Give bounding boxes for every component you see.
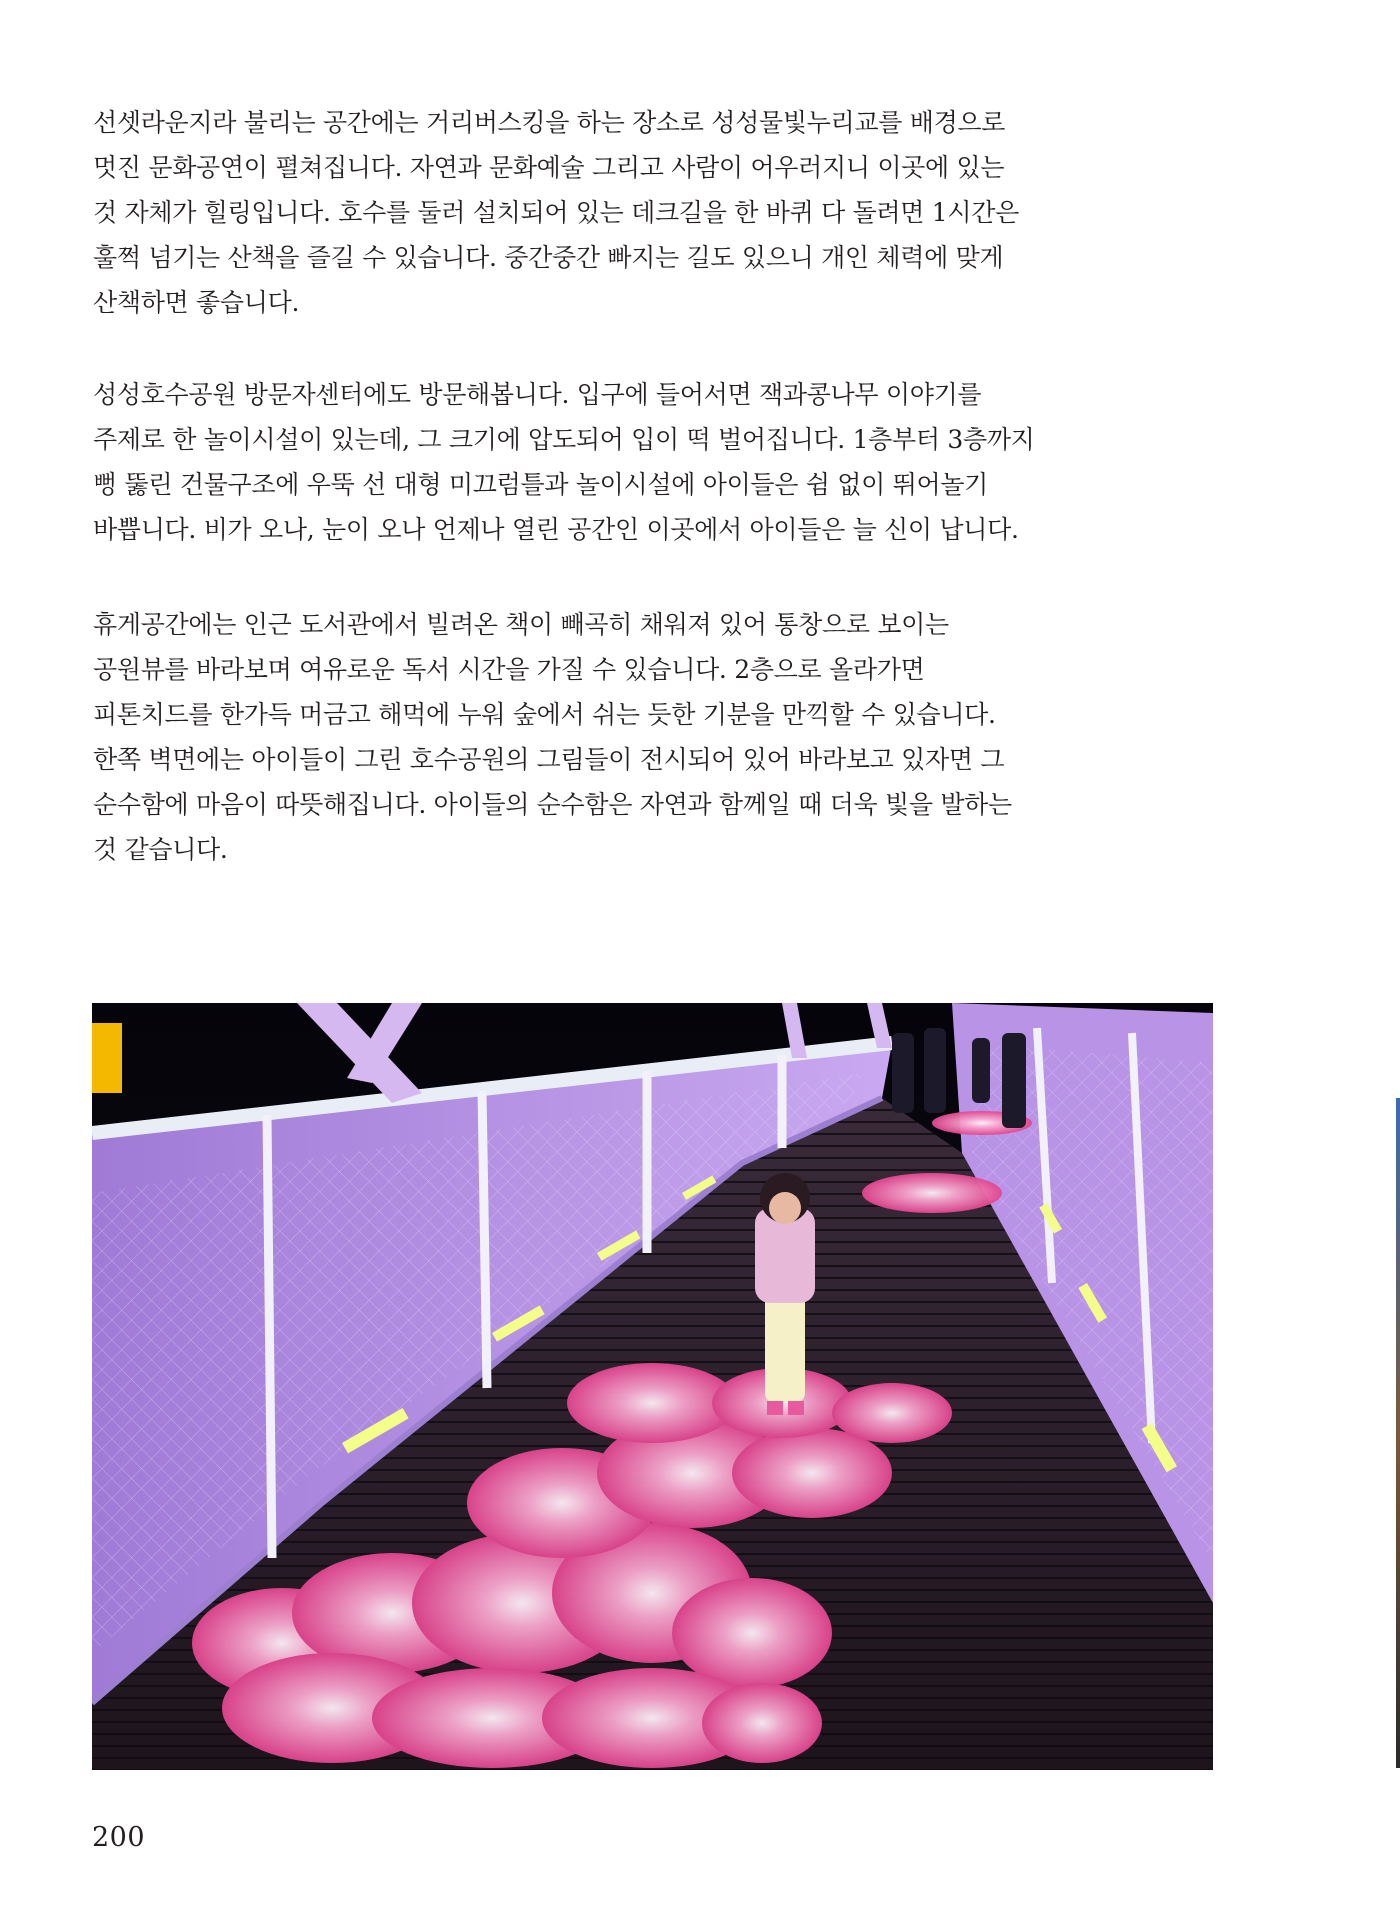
adjacent-page-edge [1396,1098,1400,1768]
text-line: 것 자체가 힐링입니다. 호수를 둘러 설치되어 있는 데크길을 한 바퀴 다 돌려면 1시간은 [93,198,1019,227]
text-line: 훌쩍 넘기는 산책을 즐길 수 있습니다. 중간중간 빠지는 길도 있으니 개인 체력에 맞게 [93,243,1004,272]
text-line: 순수함에 마음이 따뜻해집니다. 아이들의 순수함은 자연과 함께일 때 더욱 빛을 발하는 [93,790,1012,819]
paragraph-1 [93,100,1019,325]
text-line: 한쪽 벽면에는 아이들이 그린 호수공원의 그림들이 전시되어 있어 바라보고 있자면 그 [93,745,1005,774]
text-line: 주제로 한 놀이시설이 있는데, 그 크기에 압도되어 입이 떡 벌어집니다. 1층부터 3층까지 [93,425,1035,454]
text-line: 것 같습니다. [93,835,228,864]
text-line: 멋진 문화공연이 펼쳐집니다. 자연과 문화예술 그리고 사람이 어우러지니 이곳에 있는 [93,153,1005,182]
text-line: 성성호수공원 방문자센터에도 방문해봅니다. 입구에 들어서면 잭과콩나무 이야기를 [93,380,982,409]
night-bridge-photo-icon [92,1003,1213,1770]
text-line: 휴게공간에는 인근 도서관에서 빌려온 책이 빼곡히 채워져 있어 통창으로 보이는 [93,610,949,639]
text-line: 선셋라운지라 불리는 공간에는 거리버스킹을 하는 장소로 성성물빛누리교를 배경으로 [93,108,1006,137]
paragraph-3 [93,602,1012,872]
page-number: 200 [92,1822,146,1853]
paragraph-2 [93,372,1035,552]
text-line: 바쁩니다. 비가 오나, 눈이 오나 언제나 열린 공간인 이곳에서 아이들은 늘 신이 납니다. [93,515,1019,544]
text-line: 피톤치드를 한가득 머금고 해먹에 누워 숲에서 쉬는 듯한 기분을 만끽할 수 있습니다. [93,700,996,729]
text-line: 산책하면 좋습니다. [93,288,300,317]
text-line: 공원뷰를 바라보며 여유로운 독서 시간을 가질 수 있습니다. 2층으로 올라가면 [93,655,925,684]
text-line: 뻥 뚫린 건물구조에 우뚝 선 대형 미끄럼틀과 놀이시설에 아이들은 쉼 없이 뛰어놀기 [93,470,989,499]
bridge-photo [92,1003,1213,1770]
